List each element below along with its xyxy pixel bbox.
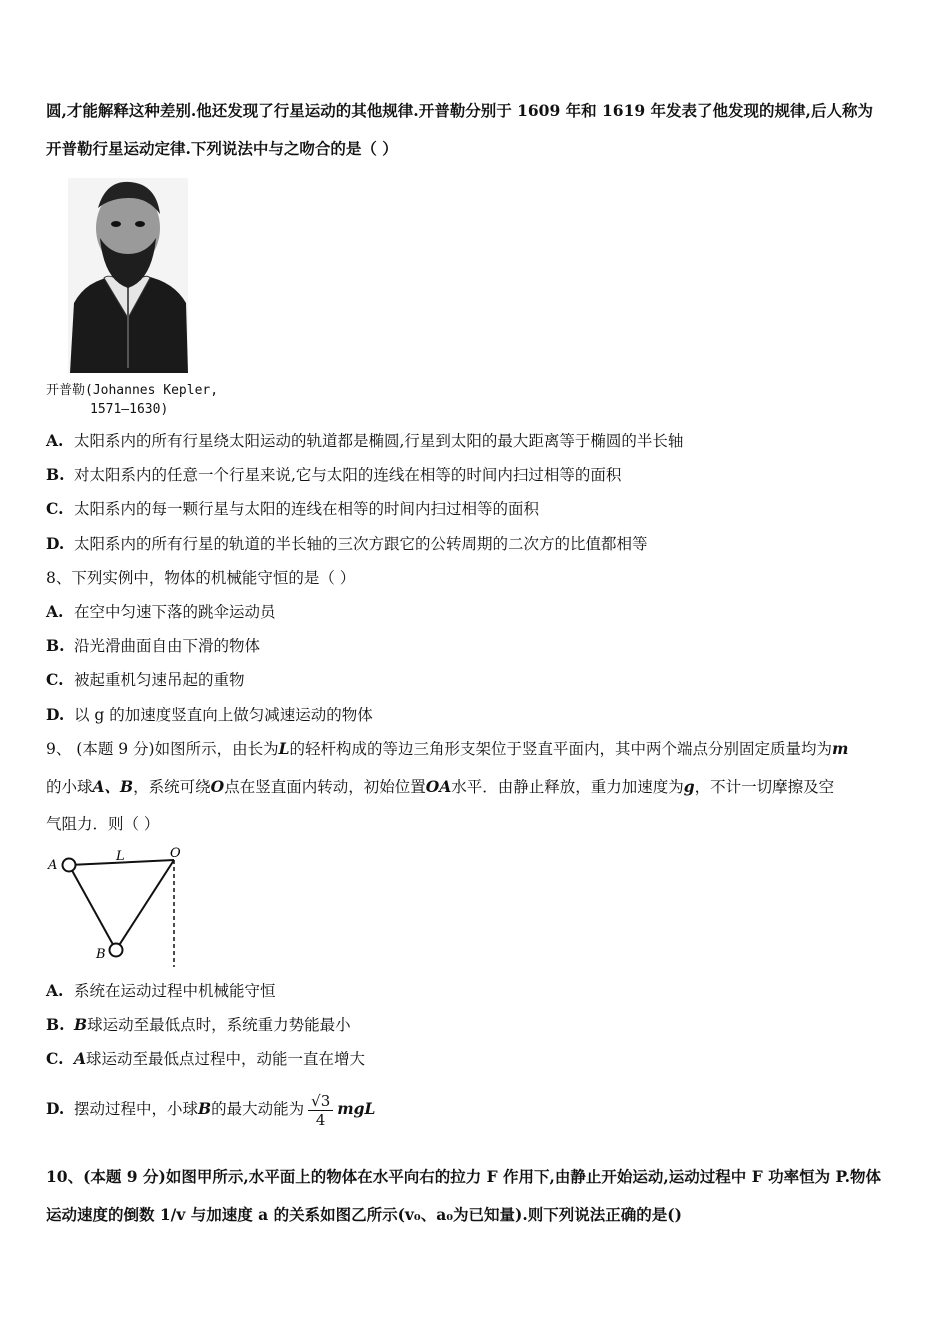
triangle-diagram (44, 842, 194, 972)
fraction-sqrt3-over-4: $\frac{√3}{4}$ (308, 1092, 333, 1129)
q7-stem-line2: 开普勒行星运动定律.下列说法中与之吻合的是（ ） (46, 139, 398, 158)
q9-option-c: C. A球运动至最低点过程中，动能一直在增大 (46, 1049, 366, 1068)
q9-option-d: D. 摆动过程中，小球B的最大动能为 $\frac{√3}{4}$ mgL (46, 1091, 376, 1129)
fig-label-o: O (170, 846, 181, 861)
q7-stem-line1: 圆,才能解释这种差别.他还发现了行星运动的其他规律.开普勒分别于 1609 年和 1619 年发表了他发现的规律,后人称为 (46, 101, 873, 120)
q8-option-c: C. 被起重机匀速吊起的重物 (46, 670, 245, 689)
q9-stem-line2: 的小球A、B，系统可绕O点在竖直面内转动，初始位置OA水平．由静止释放，重力加速度为g，不计一切摩擦及空 (46, 777, 835, 796)
fig-label-l: L (116, 849, 125, 864)
q8-stem: 8、下列实例中，物体的机械能守恒的是（ ） (46, 569, 356, 587)
q7-option-a: A. 太阳系内的所有行星绕太阳运动的轨道都是椭圆,行星到太阳的最大距离等于椭圆的半长轴 (46, 431, 684, 450)
q9-option-b: B. B球运动至最低点时，系统重力势能最小 (46, 1015, 351, 1034)
portrait-caption-1: 开普勒(Johannes Kepler, (46, 383, 219, 398)
q9-stem-line1: 9、 (本题 9 分)如图所示，由长为L的轻杆构成的等边三角形支架位于竖直平面内，其中两个端点分别固定质量均为m (46, 739, 849, 758)
q8-option-d: D. 以 g 的加速度竖直向上做匀减速运动的物体 (46, 705, 373, 724)
fig-label-a: A (48, 858, 58, 873)
q9-option-a: A. 系统在运动过程中机械能守恒 (46, 981, 276, 1000)
q7-option-b: B. 对太阳系内的任意一个行星来说,它与太阳的连线在相等的时间内扫过相等的面积 (46, 465, 622, 484)
q7-option-c: C. 太阳系内的每一颗行星与太阳的连线在相等的时间内扫过相等的面积 (46, 499, 540, 518)
q10-stem-line2: 运动速度的倒数 1/v 与加速度 a 的关系如图乙所示(v₀、a₀为已知量).则下列说法正确的是() (46, 1205, 682, 1224)
portrait-caption-2: 1571—1630) (90, 402, 169, 417)
q7-option-d: D. 太阳系内的所有行星的轨道的半长轴的三次方跟它的公转周期的二次方的比值都相等 (46, 534, 648, 553)
fig-label-b: B (96, 947, 106, 962)
kepler-portrait (46, 168, 226, 418)
q8-option-b: B. 沿光滑曲面自由下滑的物体 (46, 636, 261, 655)
q9-stem-line3: 气阻力．则（ ） (46, 815, 160, 833)
q10-stem-line1: 10、(本题 9 分)如图甲所示,水平面上的物体在水平向右的拉力 F 作用下,由静止开始运动,运动过程中 F 功率恒为 P.物体 (46, 1167, 881, 1186)
q8-option-a: A. 在空中匀速下落的跳伞运动员 (46, 602, 276, 621)
